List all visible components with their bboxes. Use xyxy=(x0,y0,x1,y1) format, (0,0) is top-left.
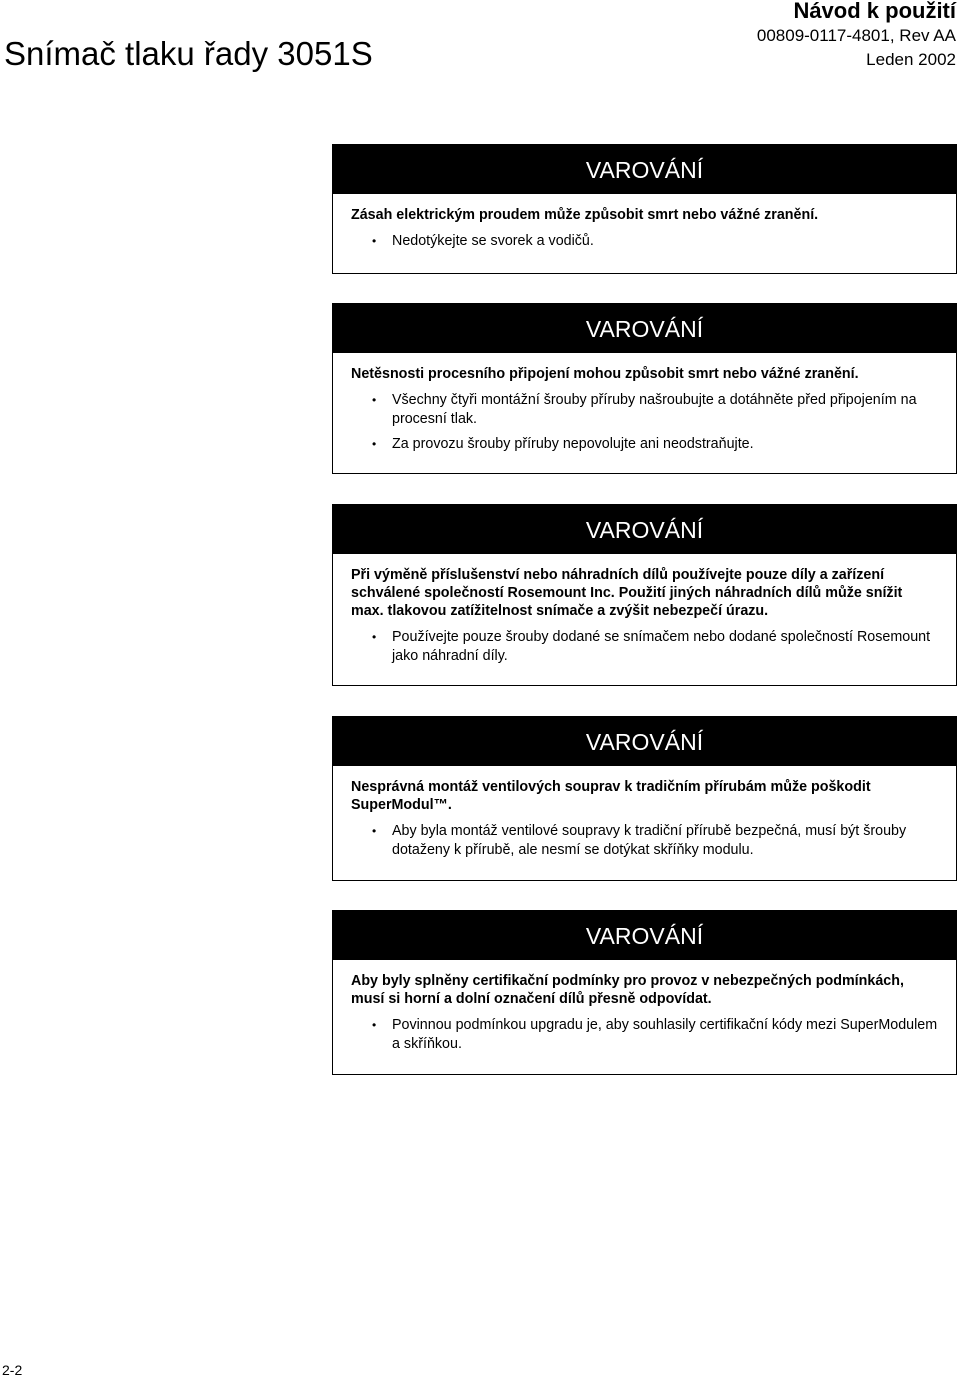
warning-box-valve-assembly xyxy=(332,716,957,881)
warning-lead: Nesprávná montáž ventilových souprav k tradičním přírubám může poškodit SuperModul™. xyxy=(351,779,871,813)
warning-lead: Při výměně příslušenství nebo náhradních dílů používejte pouze díly a zařízení schválené společností Rosemount Inc. Použití jiných náhradních dílů může snížit max. tlakovou zatížitelnost snímače a zvýšit nebezpečí úrazu. xyxy=(351,567,903,619)
list-item-text: Všechny čtyři montážní šrouby příruby našroubujte a dotáhněte před připojením na procesní tlak. xyxy=(392,392,917,427)
warning-title: VAROVÁNÍ xyxy=(333,304,956,353)
warning-lead: Netěsnosti procesního připojení mohou způsobit smrt nebo vážné zranění. xyxy=(351,366,859,382)
warning-lead: Zásah elektrickým proudem může způsobit smrt nebo vážné zranění. xyxy=(351,207,819,223)
document-number: 00809-0117-4801, Rev AA xyxy=(756,26,956,45)
warning-list xyxy=(351,391,938,454)
bullet-icon: • xyxy=(372,393,377,407)
bullet-icon: • xyxy=(372,234,377,248)
bullet-icon: • xyxy=(372,1018,377,1032)
list-item-text: Nedotýkejte se svorek a vodičů. xyxy=(392,233,594,249)
warning-body xyxy=(333,194,956,271)
list-item-text: Používejte pouze šrouby dodané se snímačem nebo dodané společností Rosemount jako náhradní díly. xyxy=(392,629,931,664)
list-item-text: Aby byla montáž ventilové soupravy k tradiční přírubě bezpečná, musí být šrouby dotaženy k přírubě, ale nesmí se dotýkat skříňky modulu. xyxy=(392,823,907,858)
warning-lead: Aby byly splněny certifikační podmínky pro provoz v nebezpečných podmínkách, musí si horní a dolní označení dílů přesně odpovídat. xyxy=(351,973,904,1007)
document-date: Leden 2002 xyxy=(866,50,956,69)
bullet-icon: • xyxy=(372,437,377,451)
list-item xyxy=(351,391,938,429)
warning-box-process-leak xyxy=(332,303,957,474)
list-item xyxy=(351,822,938,860)
warning-list xyxy=(351,232,938,251)
list-item xyxy=(351,232,938,251)
warning-body xyxy=(333,353,956,474)
warning-box-replacement-parts xyxy=(332,504,957,686)
document-title: Snímač tlaku řady 3051S xyxy=(4,35,373,72)
warning-body xyxy=(333,554,956,686)
page-number: 2-2 xyxy=(2,1362,23,1378)
header-info xyxy=(757,0,956,72)
warning-title: VAROVÁNÍ xyxy=(333,911,956,960)
warning-list xyxy=(351,628,938,666)
manual-label: Návod k použití xyxy=(793,0,956,23)
warning-box-electric-shock xyxy=(332,144,957,274)
warning-title: VAROVÁNÍ xyxy=(333,145,956,194)
list-item-text: Za provozu šrouby příruby nepovolujte ani neodstraňujte. xyxy=(392,436,754,452)
warning-list xyxy=(351,822,938,860)
warning-title: VAROVÁNÍ xyxy=(333,505,956,554)
bullet-icon: • xyxy=(372,824,377,838)
list-item xyxy=(351,1016,938,1054)
warning-body xyxy=(333,960,956,1074)
list-item-text: Povinnou podmínkou upgradu je, aby souhlasily certifikační kódy mezi SuperModulem a skříňkou. xyxy=(392,1017,938,1052)
list-item xyxy=(351,435,938,454)
warning-list xyxy=(351,1016,938,1054)
list-item xyxy=(351,628,938,666)
warning-body xyxy=(333,766,956,880)
bullet-icon: • xyxy=(372,630,377,644)
warning-title: VAROVÁNÍ xyxy=(333,717,956,766)
warning-box-certification xyxy=(332,910,957,1075)
